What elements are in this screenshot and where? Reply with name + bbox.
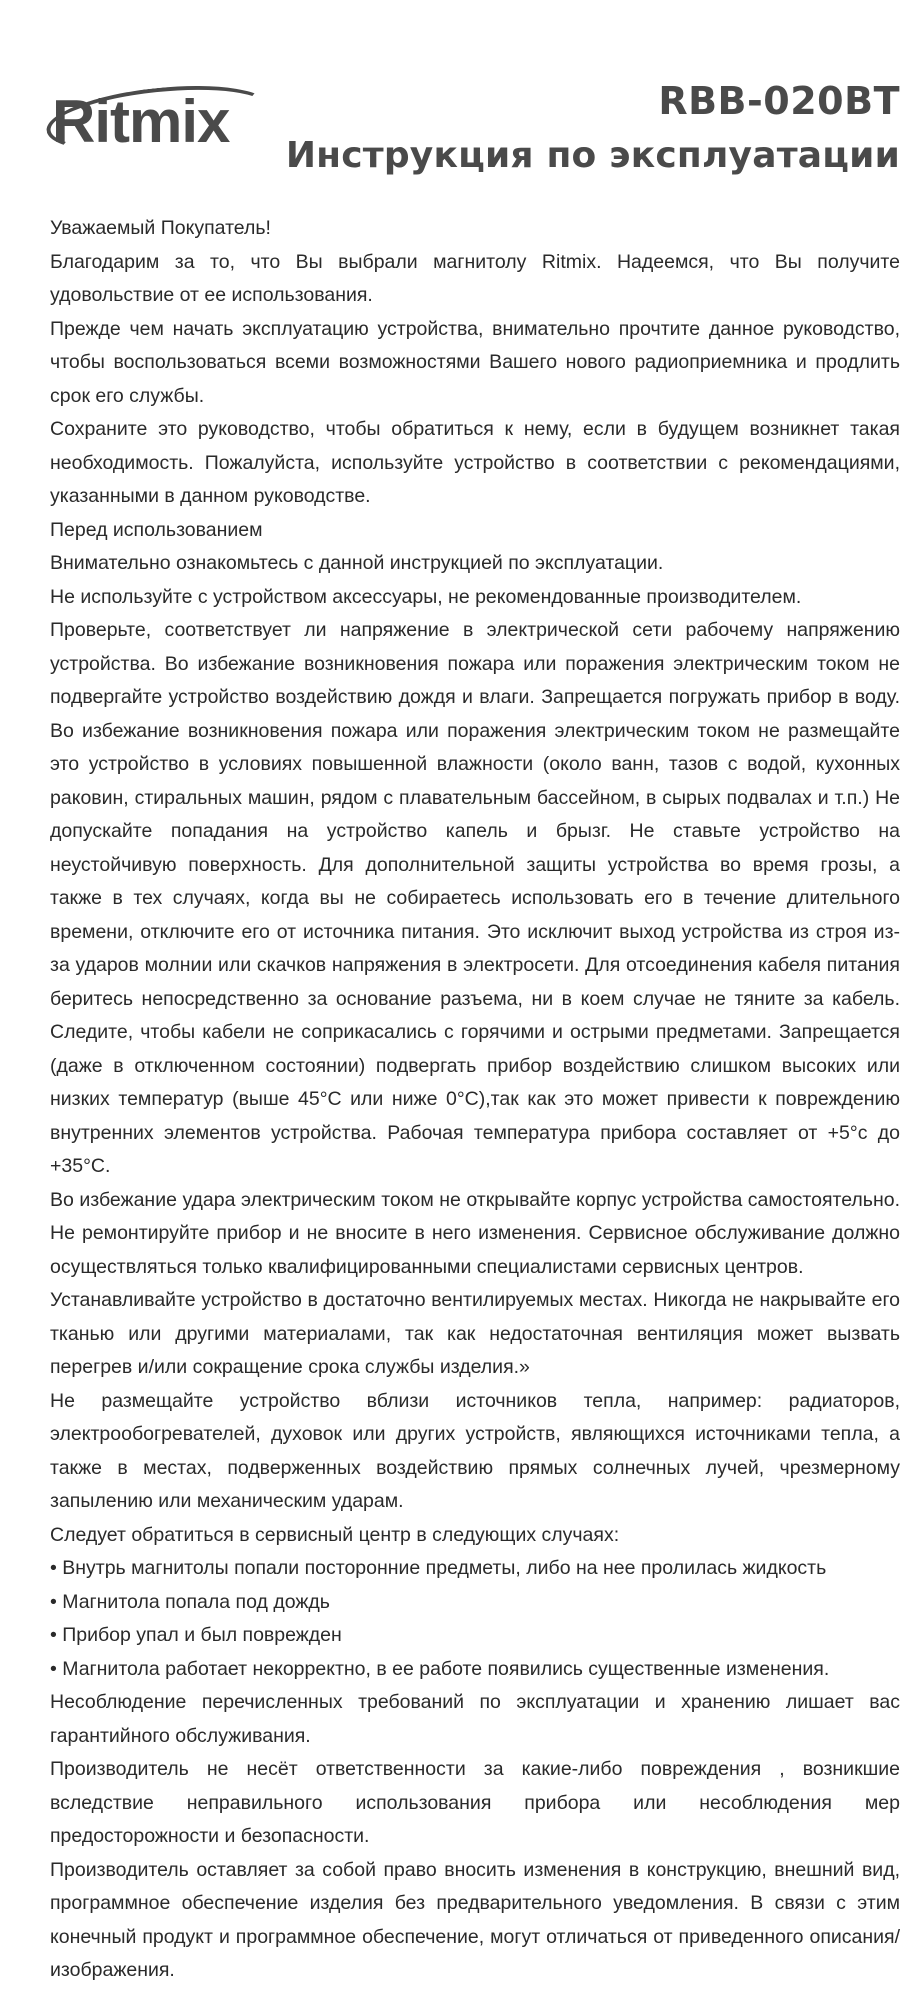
model-number: RBB-020BT [658, 79, 900, 123]
paragraph-service-intro: Следует обратиться в сервисный центр в следующих случаях: [50, 1523, 620, 1546]
paragraph-accessories: Не используйте с устройством аксессуары, не рекомендованные производителем. [50, 585, 802, 608]
page-header [0, 0, 904, 200]
document-title: Инструкция по эксплуатации [285, 135, 900, 176]
ritmix-logo [46, 78, 276, 168]
section-heading-before-use: Перед использованием [50, 518, 263, 541]
paragraph-warranty: Несоблюдение перечисленных требований по эксплуатации и хранению лишает вас гарантийного обслуживания. [50, 1691, 900, 1747]
paragraph-ventilation: Устанавливайте устройство в достаточно вентилируемых местах. Никогда не накрывайте его тканью или другими материалами, так как недостаточная вентиляция может вызвать перегрев и/или сокращение срока службы изделия.» [50, 1289, 900, 1378]
manual-body [50, 212, 900, 1988]
paragraph-changes: Производитель оставляет за собой право вносить изменения в конструкцию, внешний вид, программное обеспечение изделия без предварительного уведомления. В связи с этим конечный продукт и программное обеспечение, могут отличаться от приведенного описания/изображения. [50, 1858, 900, 1981]
list-item: • Магнитола попала под дождь [50, 1590, 330, 1613]
paragraph-keep-manual: Сохраните это руководство, чтобы обратиться к нему, если в будущем возникнет такая необходимость. Пожалуйста, используйте устройство в соответствии с рекомендациями, указанными в данном руководстве. [50, 418, 900, 507]
paragraph-safety: Проверьте, соответствует ли напряжение в электрической сети рабочему напряжению устройства. Во избежание возникновения пожара или поражения электрическим током не подвергайте устройство воздействию дождя и влаги. Запрещается погружать прибор в воду. Во избежание возникновения пожара или поражения электрическим током не размещайте это устройство в условиях повышенной влажности (около ванн, тазов с водой, кухонных раковин, стиральных машин, рядом с плавательным бассейном, в сырых подвалах и т.п.) Не допускайте попадания на устройство капель и брызг. Не ставьте устройство на неустойчивую поверхность. Для дополнительной защиты устройства во время грозы, а также в тех случаях, когда вы не собираетесь использовать его в течение длительного времени, отключите его от источника питания. Это исключит выход устройства из строя из-за ударов молнии или скачков напряжения в электросети. Для отсоединения кабеля питания беритесь непосредственно за основание разъема, ни в коем случае не тяните за кабель. Следите, чтобы кабели не соприкасались с горячими и острыми предметами. Запрещается (даже в отключенном состоянии) подвергать прибор воздействию слишком высоких или низких температур (выше 45°С или ниже 0°С),так как это может привести к повреждению внутренних элементов устройства. Рабочая температура прибора составляет от +5°с до +35°С. [50, 619, 900, 1177]
paragraph-thanks: Благодарим за то, что Вы выбрали магнитолу Ritmix. Надеемся, что Вы получите удовольствие от ее использования. [50, 250, 900, 306]
paragraph-read-instructions: Внимательно ознакомьтесь с данной инструкцией по эксплуатации. [50, 552, 664, 574]
greeting: Уважаемый Покупатель! [50, 217, 271, 239]
list-item: • Прибор упал и был поврежден [50, 1624, 342, 1646]
logo-text: Ritmix [52, 88, 230, 155]
list-item: • Магнитола работает некорректно, в ее работе появились существенные изменения. [50, 1657, 830, 1680]
paragraph-do-not-open: Во избежание удара электрическим током не открывайте корпус устройства самостоятельно. Не ремонтируйте прибор и не вносите в него изменения. Сервисное обслуживание должно осуществляться только квалифицированными специалистами сервисных центров. [50, 1188, 900, 1278]
list-item: • Внутрь магнитолы попали посторонние предметы, либо на нее пролилась жидкость [50, 1557, 827, 1579]
paragraph-liability: Производитель не несёт ответственности за какие-либо повреждения , возникшие вследствие неправильного использования прибора или несоблюдения мер предосторожности и безопасности. [50, 1758, 900, 1847]
paragraph-read-manual: Прежде чем начать эксплуатацию устройства, внимательно прочтите данное руководство, чтобы воспользоваться всеми возможностями Вашего нового радиоприемника и продлить срок его службы. [50, 317, 900, 407]
paragraph-heat-sources: Не размещайте устройство вблизи источников тепла, например: радиаторов, электрообогревателей, духовок или других устройств, являющихся источниками тепла, а также в местах, подверженных воздействию прямых солнечных лучей, чрезмерному запылению или механическим ударам. [50, 1389, 900, 1512]
